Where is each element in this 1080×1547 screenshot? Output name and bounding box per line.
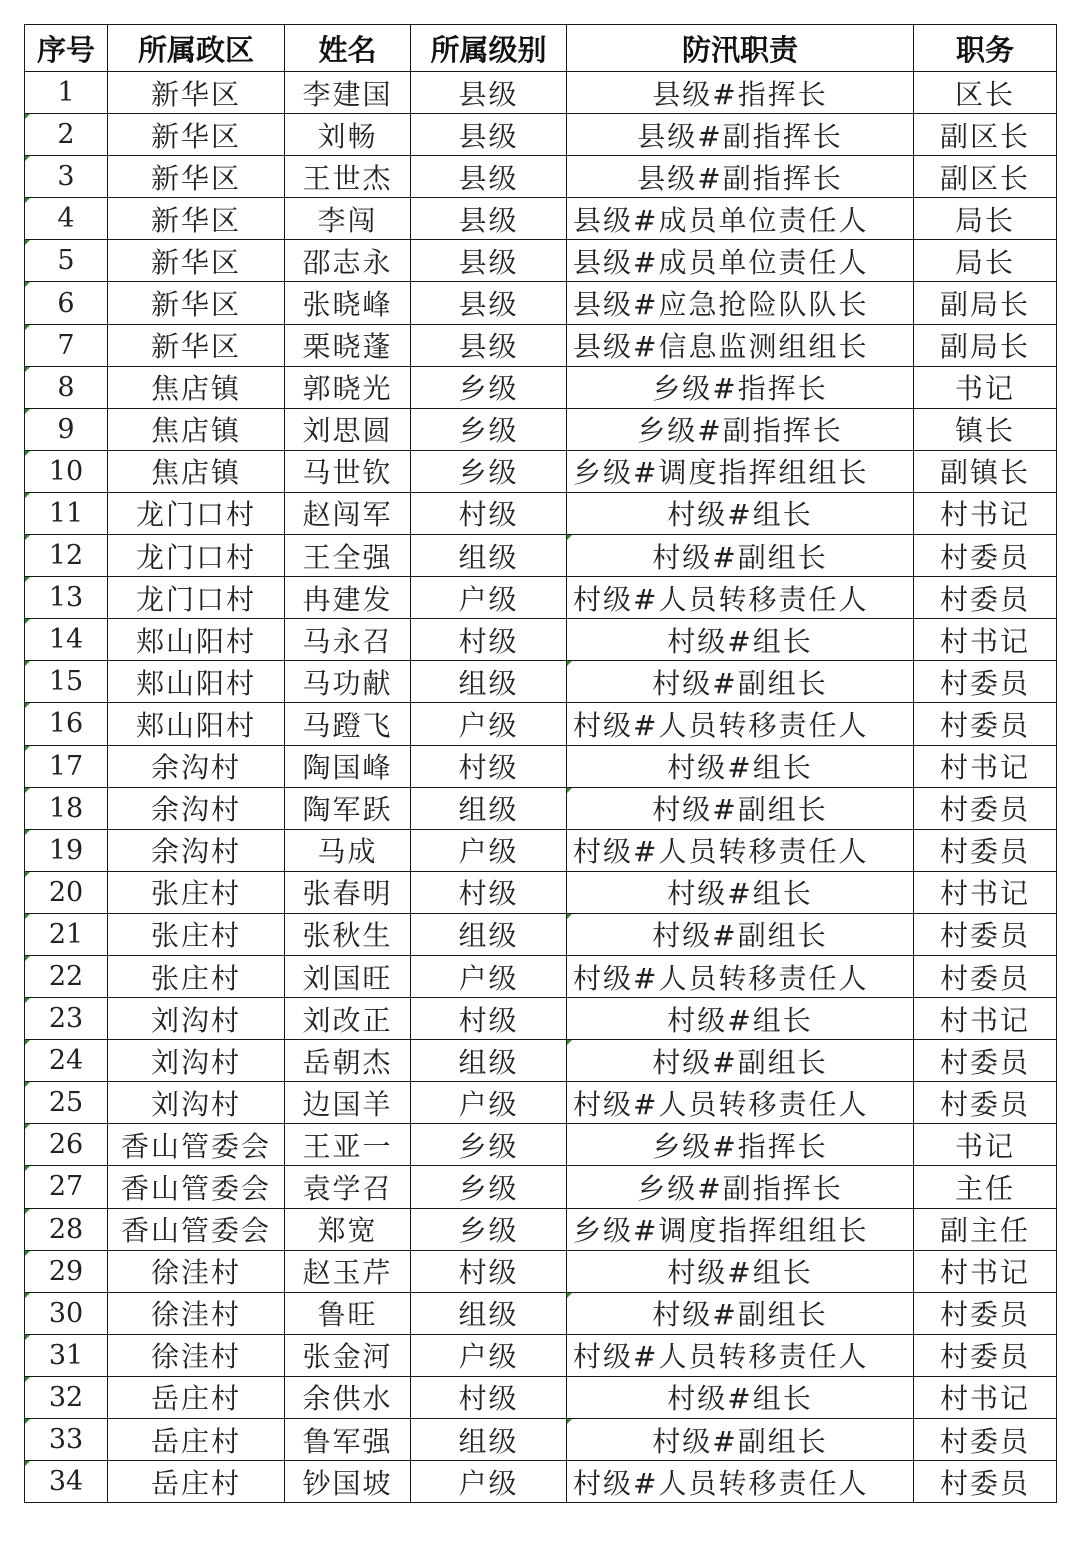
cell-duty: 村级#组长 bbox=[567, 1250, 914, 1292]
cell-no: 2 bbox=[25, 114, 108, 156]
cell-duty: 村级#人员转移责任人 bbox=[567, 1082, 914, 1124]
cell-post: 村委员 bbox=[914, 913, 1057, 955]
cell-no: 10 bbox=[25, 450, 108, 492]
cell-level: 乡级 bbox=[411, 450, 567, 492]
cell-name: 王世杰 bbox=[285, 156, 411, 198]
table-row bbox=[25, 871, 1057, 913]
cell-post: 村书记 bbox=[914, 1250, 1057, 1292]
cell-post: 村委员 bbox=[914, 829, 1057, 871]
cell-no: 3 bbox=[25, 156, 108, 198]
table-row bbox=[25, 240, 1057, 282]
header-level: 所属级别 bbox=[411, 25, 567, 72]
header-name: 姓名 bbox=[285, 25, 411, 72]
cell-region: 新华区 bbox=[108, 282, 285, 324]
cell-level: 村级 bbox=[411, 745, 567, 787]
table-row bbox=[25, 703, 1057, 745]
cell-duty: 乡级#副指挥长 bbox=[567, 408, 914, 450]
cell-duty: 乡级#副指挥长 bbox=[567, 1166, 914, 1208]
cell-duty: 村级#组长 bbox=[567, 619, 914, 661]
cell-no: 4 bbox=[25, 198, 108, 240]
cell-name: 张秋生 bbox=[285, 913, 411, 955]
cell-duty: 村级#组长 bbox=[567, 745, 914, 787]
cell-no: 11 bbox=[25, 492, 108, 534]
cell-level: 组级 bbox=[411, 535, 567, 577]
cell-duty: 县级#指挥长 bbox=[567, 72, 914, 114]
cell-name: 余供水 bbox=[285, 1376, 411, 1418]
cell-post: 副镇长 bbox=[914, 450, 1057, 492]
cell-post: 书记 bbox=[914, 366, 1057, 408]
cell-post: 书记 bbox=[914, 1124, 1057, 1166]
cell-post: 村书记 bbox=[914, 492, 1057, 534]
cell-level: 户级 bbox=[411, 577, 567, 619]
cell-region: 龙门口村 bbox=[108, 492, 285, 534]
cell-duty: 县级#应急抢险队队长 bbox=[567, 282, 914, 324]
cell-post: 村书记 bbox=[914, 998, 1057, 1040]
cell-name: 马蹬飞 bbox=[285, 703, 411, 745]
cell-duty: 乡级#指挥长 bbox=[567, 366, 914, 408]
cell-post: 副区长 bbox=[914, 114, 1057, 156]
cell-name: 刘国旺 bbox=[285, 955, 411, 997]
table-row bbox=[25, 1461, 1057, 1503]
cell-post: 村委员 bbox=[914, 1419, 1057, 1461]
cell-duty: 村级#组长 bbox=[567, 871, 914, 913]
cell-no: 14 bbox=[25, 619, 108, 661]
cell-region: 新华区 bbox=[108, 72, 285, 114]
cell-post: 村委员 bbox=[914, 1040, 1057, 1082]
table-row bbox=[25, 745, 1057, 787]
table-row bbox=[25, 619, 1057, 661]
cell-duty: 村级#组长 bbox=[567, 1376, 914, 1418]
cell-no: 34 bbox=[25, 1461, 108, 1503]
cell-name: 王亚一 bbox=[285, 1124, 411, 1166]
cell-region: 刘沟村 bbox=[108, 998, 285, 1040]
cell-name: 赵玉芹 bbox=[285, 1250, 411, 1292]
table-row bbox=[25, 450, 1057, 492]
cell-level: 县级 bbox=[411, 324, 567, 366]
cell-post: 村委员 bbox=[914, 955, 1057, 997]
cell-level: 户级 bbox=[411, 1082, 567, 1124]
table-row bbox=[25, 1334, 1057, 1376]
header-no: 序号 bbox=[25, 25, 108, 72]
cell-post: 主任 bbox=[914, 1166, 1057, 1208]
cell-duty: 村级#人员转移责任人 bbox=[567, 577, 914, 619]
cell-duty: 乡级#调度指挥组组长 bbox=[567, 450, 914, 492]
cell-region: 余沟村 bbox=[108, 829, 285, 871]
header-duty: 防汛职责 bbox=[567, 25, 914, 72]
cell-region: 岳庄村 bbox=[108, 1419, 285, 1461]
cell-no: 15 bbox=[25, 661, 108, 703]
cell-region: 郏山阳村 bbox=[108, 619, 285, 661]
table-row bbox=[25, 577, 1057, 619]
cell-duty: 村级#副组长 bbox=[567, 661, 914, 703]
table-row bbox=[25, 1292, 1057, 1334]
cell-name: 马永召 bbox=[285, 619, 411, 661]
table-row bbox=[25, 1124, 1057, 1166]
cell-region: 香山管委会 bbox=[108, 1124, 285, 1166]
cell-name: 鲁军强 bbox=[285, 1419, 411, 1461]
cell-no: 12 bbox=[25, 535, 108, 577]
table-row bbox=[25, 114, 1057, 156]
cell-name: 栗晓蓬 bbox=[285, 324, 411, 366]
cell-region: 张庄村 bbox=[108, 871, 285, 913]
table-row bbox=[25, 1376, 1057, 1418]
flood-duty-sheet bbox=[24, 24, 1057, 1503]
cell-name: 马世钦 bbox=[285, 450, 411, 492]
cell-post: 村委员 bbox=[914, 1292, 1057, 1334]
cell-region: 张庄村 bbox=[108, 913, 285, 955]
table-row bbox=[25, 282, 1057, 324]
cell-level: 乡级 bbox=[411, 366, 567, 408]
table-row bbox=[25, 955, 1057, 997]
cell-name: 张晓峰 bbox=[285, 282, 411, 324]
table-row bbox=[25, 661, 1057, 703]
cell-name: 边国羊 bbox=[285, 1082, 411, 1124]
cell-level: 组级 bbox=[411, 913, 567, 955]
cell-duty: 县级#副指挥长 bbox=[567, 114, 914, 156]
cell-name: 鲁旺 bbox=[285, 1292, 411, 1334]
cell-level: 户级 bbox=[411, 703, 567, 745]
table-row bbox=[25, 1166, 1057, 1208]
cell-post: 村委员 bbox=[914, 703, 1057, 745]
cell-name: 钞国坡 bbox=[285, 1461, 411, 1503]
cell-no: 23 bbox=[25, 998, 108, 1040]
cell-level: 组级 bbox=[411, 1040, 567, 1082]
cell-level: 组级 bbox=[411, 661, 567, 703]
cell-post: 村委员 bbox=[914, 787, 1057, 829]
cell-no: 29 bbox=[25, 1250, 108, 1292]
cell-name: 李建国 bbox=[285, 72, 411, 114]
cell-region: 刘沟村 bbox=[108, 1082, 285, 1124]
cell-duty: 村级#副组长 bbox=[567, 1040, 914, 1082]
cell-name: 郭晓光 bbox=[285, 366, 411, 408]
cell-level: 组级 bbox=[411, 1419, 567, 1461]
cell-name: 刘思圆 bbox=[285, 408, 411, 450]
cell-post: 副区长 bbox=[914, 156, 1057, 198]
cell-post: 局长 bbox=[914, 240, 1057, 282]
cell-region: 徐洼村 bbox=[108, 1334, 285, 1376]
cell-name: 岳朝杰 bbox=[285, 1040, 411, 1082]
cell-level: 乡级 bbox=[411, 1124, 567, 1166]
cell-post: 村委员 bbox=[914, 1082, 1057, 1124]
cell-level: 县级 bbox=[411, 240, 567, 282]
cell-region: 岳庄村 bbox=[108, 1461, 285, 1503]
cell-region: 余沟村 bbox=[108, 787, 285, 829]
cell-duty: 村级#人员转移责任人 bbox=[567, 955, 914, 997]
cell-post: 镇长 bbox=[914, 408, 1057, 450]
cell-post: 村书记 bbox=[914, 1376, 1057, 1418]
cell-no: 21 bbox=[25, 913, 108, 955]
cell-no: 13 bbox=[25, 577, 108, 619]
cell-level: 组级 bbox=[411, 787, 567, 829]
cell-level: 村级 bbox=[411, 998, 567, 1040]
table-row bbox=[25, 829, 1057, 871]
table-row bbox=[25, 408, 1057, 450]
cell-region: 徐洼村 bbox=[108, 1292, 285, 1334]
cell-name: 李闯 bbox=[285, 198, 411, 240]
cell-region: 龙门口村 bbox=[108, 535, 285, 577]
table-row bbox=[25, 1040, 1057, 1082]
table-row bbox=[25, 72, 1057, 114]
header-row bbox=[25, 25, 1057, 72]
cell-no: 18 bbox=[25, 787, 108, 829]
table-row bbox=[25, 1208, 1057, 1250]
cell-no: 17 bbox=[25, 745, 108, 787]
cell-duty: 乡级#指挥长 bbox=[567, 1124, 914, 1166]
cell-no: 8 bbox=[25, 366, 108, 408]
cell-level: 乡级 bbox=[411, 408, 567, 450]
cell-duty: 县级#成员单位责任人 bbox=[567, 198, 914, 240]
cell-duty: 村级#人员转移责任人 bbox=[567, 829, 914, 871]
cell-level: 县级 bbox=[411, 198, 567, 240]
cell-no: 7 bbox=[25, 324, 108, 366]
table-row bbox=[25, 787, 1057, 829]
cell-no: 6 bbox=[25, 282, 108, 324]
cell-level: 户级 bbox=[411, 1334, 567, 1376]
cell-name: 张金河 bbox=[285, 1334, 411, 1376]
cell-name: 王全强 bbox=[285, 535, 411, 577]
cell-level: 村级 bbox=[411, 492, 567, 534]
cell-no: 5 bbox=[25, 240, 108, 282]
cell-duty: 村级#副组长 bbox=[567, 535, 914, 577]
cell-name: 陶国峰 bbox=[285, 745, 411, 787]
cell-region: 新华区 bbox=[108, 156, 285, 198]
cell-post: 村书记 bbox=[914, 745, 1057, 787]
cell-level: 县级 bbox=[411, 114, 567, 156]
cell-region: 新华区 bbox=[108, 240, 285, 282]
cell-level: 村级 bbox=[411, 871, 567, 913]
cell-duty: 村级#副组长 bbox=[567, 913, 914, 955]
table-row bbox=[25, 366, 1057, 408]
cell-name: 刘畅 bbox=[285, 114, 411, 156]
cell-no: 26 bbox=[25, 1124, 108, 1166]
cell-region: 焦店镇 bbox=[108, 366, 285, 408]
cell-no: 32 bbox=[25, 1376, 108, 1418]
cell-post: 村委员 bbox=[914, 1461, 1057, 1503]
table-row bbox=[25, 998, 1057, 1040]
cell-name: 马功献 bbox=[285, 661, 411, 703]
cell-post: 副局长 bbox=[914, 282, 1057, 324]
cell-no: 24 bbox=[25, 1040, 108, 1082]
cell-region: 龙门口村 bbox=[108, 577, 285, 619]
flood-duty-table bbox=[24, 24, 1057, 1503]
cell-post: 村委员 bbox=[914, 577, 1057, 619]
cell-duty: 村级#副组长 bbox=[567, 1292, 914, 1334]
cell-no: 31 bbox=[25, 1334, 108, 1376]
cell-region: 郏山阳村 bbox=[108, 703, 285, 745]
cell-level: 户级 bbox=[411, 829, 567, 871]
cell-duty: 村级#组长 bbox=[567, 492, 914, 534]
cell-name: 赵闯军 bbox=[285, 492, 411, 534]
cell-level: 村级 bbox=[411, 1376, 567, 1418]
cell-post: 村书记 bbox=[914, 619, 1057, 661]
cell-post: 区长 bbox=[914, 72, 1057, 114]
cell-level: 户级 bbox=[411, 1461, 567, 1503]
cell-region: 徐洼村 bbox=[108, 1250, 285, 1292]
cell-post: 副局长 bbox=[914, 324, 1057, 366]
table-row bbox=[25, 1250, 1057, 1292]
cell-name: 张春明 bbox=[285, 871, 411, 913]
table-row bbox=[25, 913, 1057, 955]
cell-no: 33 bbox=[25, 1419, 108, 1461]
cell-region: 香山管委会 bbox=[108, 1208, 285, 1250]
cell-post: 村委员 bbox=[914, 535, 1057, 577]
cell-name: 马成 bbox=[285, 829, 411, 871]
cell-region: 新华区 bbox=[108, 324, 285, 366]
cell-name: 刘改正 bbox=[285, 998, 411, 1040]
cell-region: 新华区 bbox=[108, 198, 285, 240]
cell-duty: 村级#人员转移责任人 bbox=[567, 1461, 914, 1503]
cell-name: 郑宽 bbox=[285, 1208, 411, 1250]
cell-no: 9 bbox=[25, 408, 108, 450]
table-row bbox=[25, 198, 1057, 240]
cell-duty: 村级#组长 bbox=[567, 998, 914, 1040]
cell-region: 余沟村 bbox=[108, 745, 285, 787]
cell-duty: 村级#人员转移责任人 bbox=[567, 1334, 914, 1376]
cell-duty: 县级#信息监测组组长 bbox=[567, 324, 914, 366]
cell-no: 1 bbox=[25, 72, 108, 114]
cell-name: 冉建发 bbox=[285, 577, 411, 619]
cell-no: 20 bbox=[25, 871, 108, 913]
table-row bbox=[25, 1082, 1057, 1124]
cell-level: 县级 bbox=[411, 156, 567, 198]
cell-level: 县级 bbox=[411, 72, 567, 114]
header-post: 职务 bbox=[914, 25, 1057, 72]
cell-post: 村书记 bbox=[914, 871, 1057, 913]
cell-region: 焦店镇 bbox=[108, 408, 285, 450]
cell-duty: 村级#副组长 bbox=[567, 1419, 914, 1461]
cell-name: 袁学召 bbox=[285, 1166, 411, 1208]
cell-level: 户级 bbox=[411, 955, 567, 997]
cell-duty: 县级#成员单位责任人 bbox=[567, 240, 914, 282]
cell-level: 组级 bbox=[411, 1292, 567, 1334]
cell-post: 村委员 bbox=[914, 1334, 1057, 1376]
cell-name: 陶军跃 bbox=[285, 787, 411, 829]
cell-region: 郏山阳村 bbox=[108, 661, 285, 703]
cell-region: 岳庄村 bbox=[108, 1376, 285, 1418]
cell-no: 16 bbox=[25, 703, 108, 745]
table-row bbox=[25, 156, 1057, 198]
cell-region: 香山管委会 bbox=[108, 1166, 285, 1208]
cell-duty: 县级#副指挥长 bbox=[567, 156, 914, 198]
cell-no: 30 bbox=[25, 1292, 108, 1334]
cell-region: 焦店镇 bbox=[108, 450, 285, 492]
cell-name: 邵志永 bbox=[285, 240, 411, 282]
cell-post: 副主任 bbox=[914, 1208, 1057, 1250]
table-row bbox=[25, 492, 1057, 534]
cell-no: 27 bbox=[25, 1166, 108, 1208]
table-row bbox=[25, 535, 1057, 577]
cell-level: 村级 bbox=[411, 1250, 567, 1292]
cell-no: 19 bbox=[25, 829, 108, 871]
cell-duty: 村级#人员转移责任人 bbox=[567, 703, 914, 745]
cell-level: 村级 bbox=[411, 619, 567, 661]
cell-duty: 乡级#调度指挥组组长 bbox=[567, 1208, 914, 1250]
cell-no: 28 bbox=[25, 1208, 108, 1250]
cell-post: 局长 bbox=[914, 198, 1057, 240]
cell-level: 乡级 bbox=[411, 1208, 567, 1250]
cell-level: 县级 bbox=[411, 282, 567, 324]
header-region: 所属政区 bbox=[108, 25, 285, 72]
table-body bbox=[25, 72, 1057, 1503]
cell-duty: 村级#副组长 bbox=[567, 787, 914, 829]
cell-region: 张庄村 bbox=[108, 955, 285, 997]
cell-no: 22 bbox=[25, 955, 108, 997]
cell-no: 25 bbox=[25, 1082, 108, 1124]
table-row bbox=[25, 1419, 1057, 1461]
table-row bbox=[25, 324, 1057, 366]
cell-region: 新华区 bbox=[108, 114, 285, 156]
cell-region: 刘沟村 bbox=[108, 1040, 285, 1082]
cell-post: 村委员 bbox=[914, 661, 1057, 703]
cell-level: 乡级 bbox=[411, 1166, 567, 1208]
